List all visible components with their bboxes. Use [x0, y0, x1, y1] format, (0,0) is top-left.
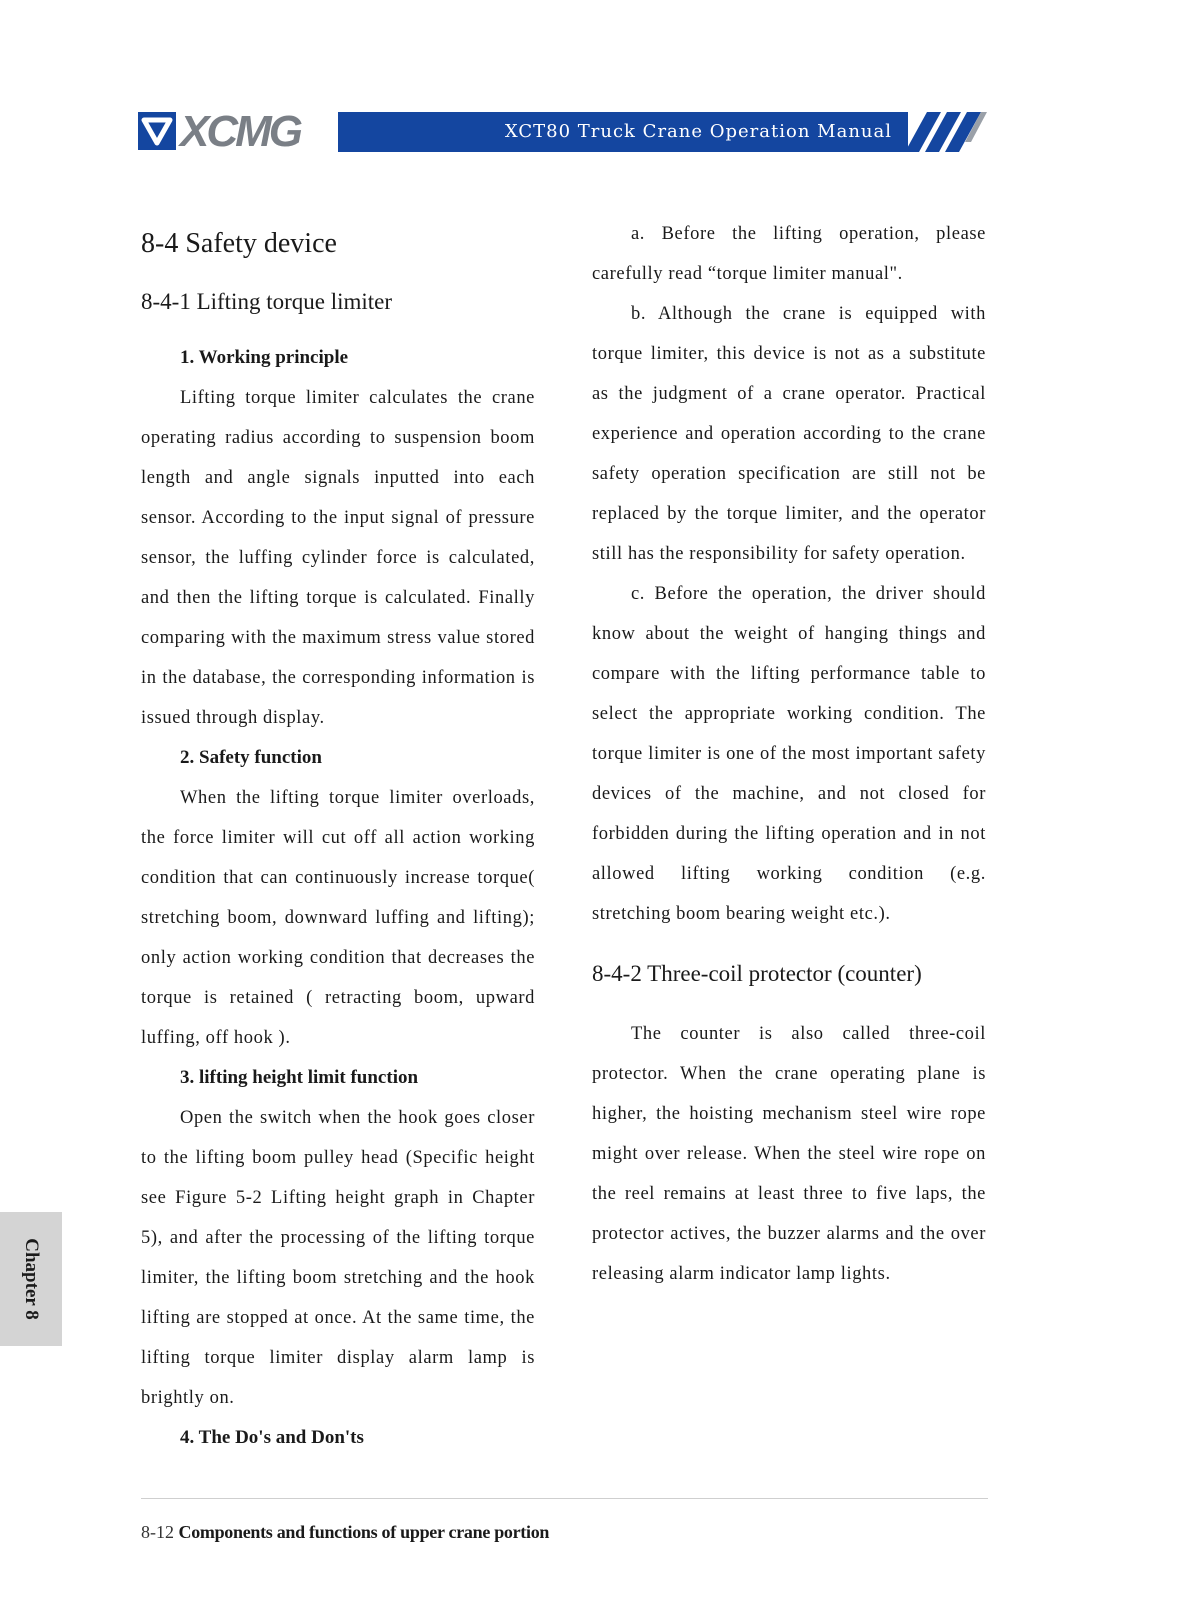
height-limit-text: Open the switch when the hook goes closer to the lifting boom pulley head (Specific height see Figure 5-2 Lifting height graph in Chapter 5), and after the processing of the lifting torque limiter, the lifting boom stretching and the hook lifting are stopped at once. At the same time, the lifting torque limiter display alarm lamp is brightly on. — [141, 1108, 535, 1408]
height-limit-heading: 3. lifting height limit function — [180, 1067, 419, 1088]
footer — [141, 1522, 549, 1543]
page-number: 8-12 — [141, 1522, 174, 1542]
xcmg-logo — [138, 107, 326, 156]
footer-chapter-title: Components and functions of upper crane portion — [178, 1522, 550, 1542]
chapter-tab-label: Chapter 8 — [21, 1238, 42, 1320]
paragraph-b: b. Although the crane is equipped with torque limiter, this device is not as a substitute as the judgment of a crane operator. Practical experience and operation according to the crane safety operation specification are still not be replaced by the torque limiter, and the operator still has the responsibility for safety operation. — [592, 304, 986, 564]
subsection2-title: 8-4-2 Three-coil protector (counter) — [592, 961, 922, 986]
working-principle-text: Lifting torque limiter calculates the crane operating radius according to suspension boom length and angle signals inputted into each sensor. According to the input signal of pressure sensor, the luffing cylinder force is calculated, and then the lifting torque is calculated. Finally comparing with the maximum stress value stored in the database, the corresponding information is issued through display. — [141, 388, 535, 728]
subsection-title: 8-4-1 Lifting torque limiter — [141, 289, 393, 314]
dos-and-donts-heading: 4. The Do's and Don'ts — [180, 1427, 364, 1448]
chapter-side-tab — [0, 1212, 62, 1346]
decorative-stripes-icon — [905, 112, 1005, 152]
left-column — [141, 214, 535, 1458]
paragraph-a: a. Before the lifting operation, please carefully read “torque limiter manual". — [592, 224, 986, 284]
header-banner — [338, 112, 908, 152]
safety-function-text: When the lifting torque limiter overloads, the force limiter will cut off all action working condition that can continuously increase torque( stretching boom, downward luffing and lifting); only action working condition that decreases the torque is retained ( retracting boom, upward luffing, off hook ). — [141, 788, 535, 1048]
safety-function-heading: 2. Safety function — [180, 747, 322, 768]
footer-divider — [141, 1498, 988, 1499]
xcmg-emblem-icon — [138, 112, 176, 150]
working-principle-heading: 1. Working principle — [180, 347, 349, 368]
logo-wordmark: XCMG — [180, 107, 300, 156]
right-column — [592, 214, 986, 1294]
paragraph-c: c. Before the operation, the driver should know about the weight of hanging things and compare with the lifting performance table to select the appropriate working condition. The torque limiter is one of the most important safety devices of the machine, and not closed for forbidden during the lifting operation and in not allowed lifting working condition (e.g. stretching boom bearing weight etc.). — [592, 584, 986, 924]
section-title: 8-4 Safety device — [141, 228, 337, 259]
counter-text: The counter is also called three-coil protector. When the crane operating plane is higher, the hoisting mechanism steel wire rope might over release. When the steel wire rope on the reel remains at least three to five laps, the protector actives, the buzzer alarms and the over releasing alarm indicator lamp lights. — [592, 1024, 986, 1284]
manual-title: XCT80 Truck Crane Operation Manual — [504, 121, 892, 142]
